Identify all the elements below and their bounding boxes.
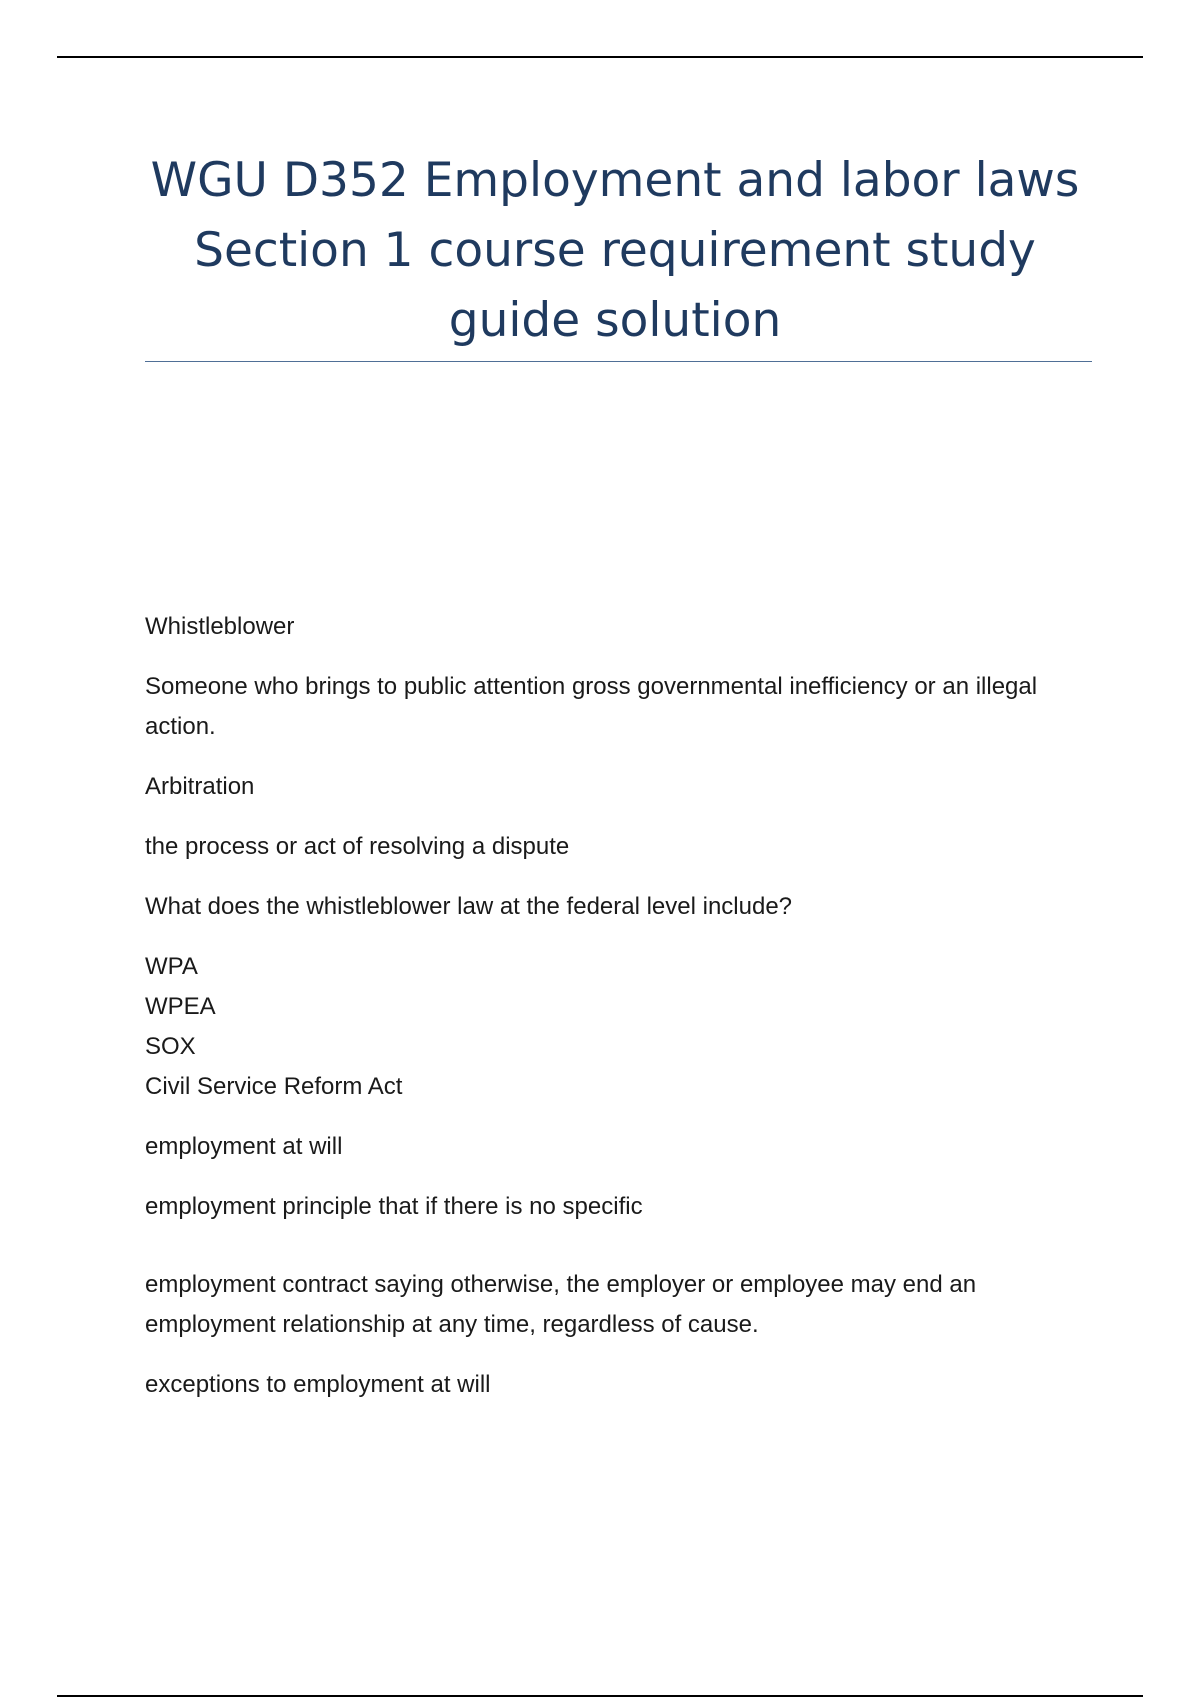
term-employment-at-will: employment at will — [145, 1133, 343, 1160]
term-arbitration: Arbitration — [145, 773, 255, 800]
title-underline — [145, 361, 1092, 362]
bottom-border-rule — [57, 1695, 1143, 1697]
answer-item-wpea: WPEA — [145, 993, 216, 1020]
answer-item-civil-service-reform-act: Civil Service Reform Act — [145, 1073, 403, 1100]
term-whistleblower: Whistleblower — [145, 613, 295, 640]
definition-arbitration: the process or act of resolving a dispute — [145, 833, 570, 860]
definition-employment-at-will-part-2: employment contract saying otherwise, the employer or employee may end an employment relationship at any time, regardless of cause. — [145, 1271, 977, 1338]
term-exceptions-employment-at-will: exceptions to employment at will — [145, 1371, 491, 1398]
answer-item-sox: SOX — [145, 1033, 196, 1060]
definition-employment-at-will-part-1: employment principle that if there is no specific — [145, 1193, 643, 1220]
answer-item-wpa: WPA — [145, 953, 198, 980]
document-title: WGU D352 Employment and labor laws Section 1 course requirement study guide solution — [150, 153, 1080, 348]
question-whistleblower-law: What does the whistleblower law at the federal level include? — [145, 893, 793, 920]
definition-whistleblower: Someone who brings to public attention gross governmental inefficiency or an illegal action. — [145, 673, 1038, 740]
top-border-rule — [57, 56, 1143, 58]
study-guide-content — [145, 607, 1105, 1425]
